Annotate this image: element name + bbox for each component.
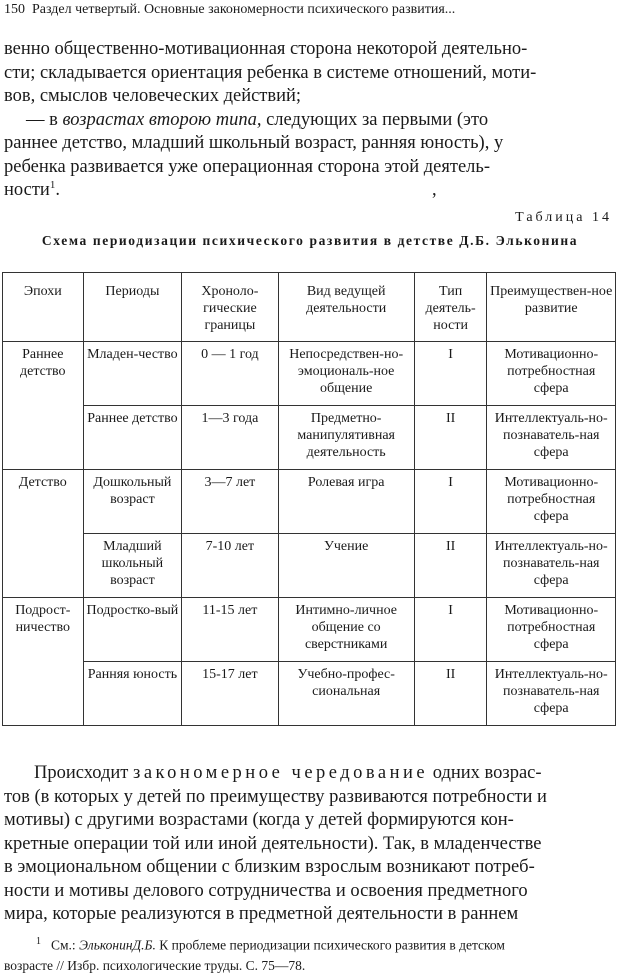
epoch-cell: Подрост-ничество xyxy=(3,598,84,726)
text-fragment: К проблеме периодизации психического развития в детском xyxy=(155,937,505,953)
header-cell: Периоды xyxy=(83,273,182,342)
type-cell: II xyxy=(414,406,487,470)
table-label: Таблица 14 xyxy=(515,210,612,225)
text-line: раннее детство, младший школьный возраст, ранняя юность), у xyxy=(4,133,504,153)
period-cell: Раннее детство xyxy=(83,406,182,470)
table-row xyxy=(3,598,616,662)
table-row xyxy=(3,342,616,406)
page-number: 150 xyxy=(4,2,25,17)
text-line: сти; складывается ориентация ребенка в системе отношений, моти- xyxy=(4,62,537,83)
italic-term: возрастах второю типа, xyxy=(62,109,262,130)
footnote xyxy=(4,932,616,976)
type-cell: I xyxy=(414,598,487,662)
period-cell: Младший школьный возраст xyxy=(83,534,182,598)
bounds-cell: 7-10 лет xyxy=(182,534,278,598)
table-title: Схема периодизации психического развития в детстве Д.Б. Эльконина xyxy=(41,233,579,248)
header-cell: Эпохи xyxy=(3,273,84,342)
text-fragment: Происходит xyxy=(34,763,134,783)
periodization-table xyxy=(2,272,616,726)
intro-paragraph xyxy=(4,38,612,203)
header-cell: Преимуществен-ное развитие xyxy=(487,273,616,342)
text-line xyxy=(4,762,612,786)
footnote-line xyxy=(4,932,616,956)
activity-cell: Непосредствен-но-эмоциональ-ное общение xyxy=(278,342,414,406)
footnote-line: возрасте // Избр. психологические труды. С. 75—78. xyxy=(4,957,306,973)
spaced-emphasis: закономерное чередование xyxy=(133,763,429,783)
text-line: ности и мотивы делового сотрудничества и освоения предметного xyxy=(4,880,528,901)
activity-cell: Интимно-личное общение со сверстниками xyxy=(278,598,414,662)
development-cell: Мотивационно-потребностная сфера xyxy=(487,470,616,534)
text-line: ребенка развивается уже операционная сторона этой деятель- xyxy=(4,156,491,177)
text-line: тов (в которых у детей по преимуществу развиваются потребности и xyxy=(4,786,547,807)
text-line: мира, которые реализуются в предметной деятельности в раннем xyxy=(4,904,519,924)
running-title: Раздел четвертый. Основные закономерности психического развития... xyxy=(32,2,456,17)
text-fragment: . xyxy=(55,180,60,200)
footnote-ref: 1 xyxy=(49,178,56,191)
activity-cell: Учение xyxy=(278,534,414,598)
text-line: венно общественно-мотивационная сторона некоторой деятельно- xyxy=(4,39,528,59)
text-line: в эмоциональном общении с близким взрослым возникают потреб- xyxy=(4,857,535,877)
activity-cell: Учебно-профес-сиональная xyxy=(278,662,414,726)
running-header xyxy=(4,2,455,18)
bounds-cell: 0 — 1 год xyxy=(182,342,278,406)
text-fragment: следующих за первыми (это xyxy=(261,109,489,130)
period-cell: Младен-чество xyxy=(83,342,182,406)
author-name: ЭльконинД.Б. xyxy=(79,937,156,953)
bounds-cell: 15-17 лет xyxy=(182,662,278,726)
development-cell: Интеллектуаль-но-познаватель-ная сфера xyxy=(487,534,616,598)
development-cell: Мотивационно-потребностная сфера xyxy=(487,342,616,406)
footnote-number: 1 xyxy=(36,936,41,947)
header-cell: Вид ведущей деятельности xyxy=(278,273,414,342)
type-cell: I xyxy=(414,470,487,534)
type-cell: I xyxy=(414,342,487,406)
text-fragment: одних возрас- xyxy=(428,763,542,783)
period-cell: Подростко-вый xyxy=(83,598,182,662)
type-cell: II xyxy=(414,534,487,598)
development-cell: Интеллектуаль-но-познаватель-ная сфера xyxy=(487,406,616,470)
table-row xyxy=(3,534,616,598)
bounds-cell: 11-15 лет xyxy=(182,598,278,662)
text-line: мотивы) с другими возрастами (когда у детей формируются кон- xyxy=(4,810,514,830)
header-cell: Тип деятель-ности xyxy=(414,273,487,342)
text-line: вов, смыслов человеческих действий; xyxy=(4,86,302,106)
activity-cell: Предметно-манипулятивная деятельность xyxy=(278,406,414,470)
text-line xyxy=(4,109,612,133)
text-line xyxy=(4,179,612,203)
period-cell: Ранняя юность xyxy=(83,662,182,726)
development-cell: Мотивационно-потребностная сфера xyxy=(487,598,616,662)
text-line: кретные операции той или иной деятельности). Так, в младенчестве xyxy=(4,833,542,854)
bounds-cell: 3—7 лет xyxy=(182,470,278,534)
body-paragraph xyxy=(4,762,612,927)
epoch-cell: Детство xyxy=(3,470,84,598)
stray-mark: , xyxy=(432,180,437,200)
epoch-cell: Раннее детство xyxy=(3,342,84,470)
text-fragment: — в xyxy=(26,109,63,130)
bounds-cell: 1—3 года xyxy=(182,406,278,470)
period-cell: Дошкольный возраст xyxy=(83,470,182,534)
text-fragment: См.: xyxy=(51,937,80,953)
development-cell: Интеллектуаль-но-познаватель-ная сфера xyxy=(487,662,616,726)
type-cell: II xyxy=(414,662,487,726)
table-row xyxy=(3,470,616,534)
table-row xyxy=(3,662,616,726)
table-row xyxy=(3,406,616,470)
text-fragment: ности xyxy=(4,180,50,200)
activity-cell: Ролевая игра xyxy=(278,470,414,534)
header-cell: Хроноло-гические границы xyxy=(182,273,278,342)
table-header-row xyxy=(3,273,616,342)
